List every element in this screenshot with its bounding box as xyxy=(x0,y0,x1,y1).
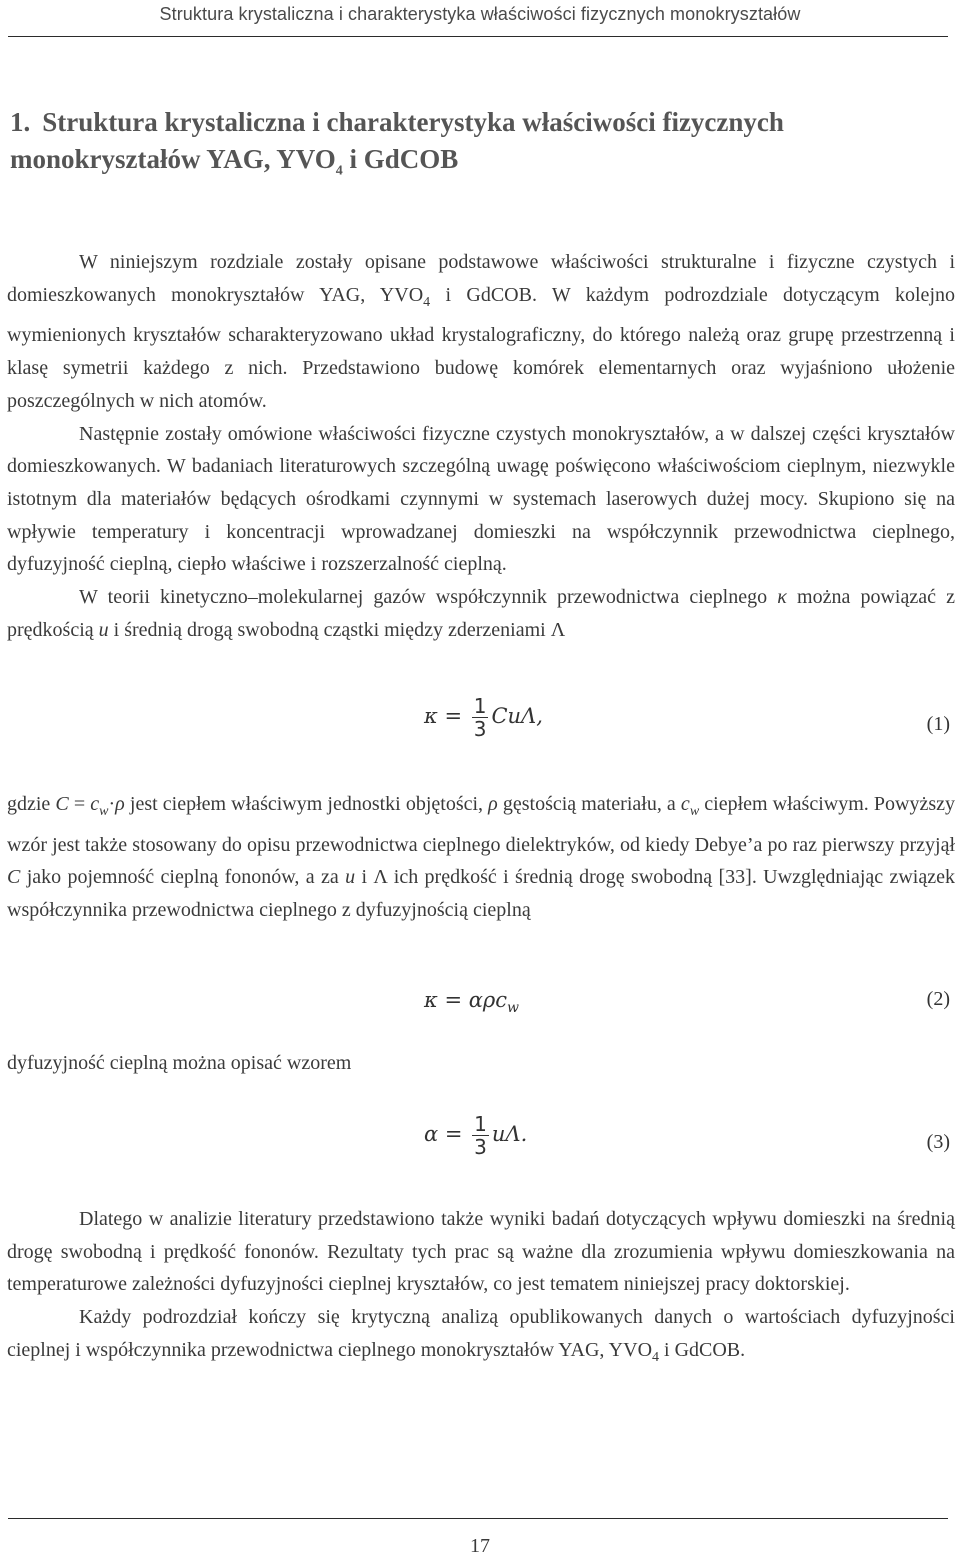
subscript-w: w xyxy=(507,1000,519,1017)
fraction-denominator: 3 xyxy=(474,1135,487,1159)
paragraph-text: gdzie xyxy=(7,793,56,815)
paragraph-physical-properties: Następnie zostały omówione właściwości fizyczne czystych monokryształów, a w dalszej części kryształów domieszkowanych. W badaniach literaturowych szczególną uwagę poświęcono właściwościom cieplnym, niezwykle istotnym dla materiałów będących ośrodkami czynnymi w systemach laserowych dużej mocy. Skupiono się na wpływie temperatury i koncentracji wprowadzanej domieszki na współczynnik przewodnictwa cieplnego, dyfuzyjność cieplną, ciepło właściwe i rozszerzalność cieplną. xyxy=(7,422,955,576)
paragraph-text: i GdCOB. xyxy=(659,1338,746,1361)
fraction-one-third xyxy=(472,695,489,740)
paragraph-text: jako pojemność cieplną fononów, a za xyxy=(20,866,346,889)
chapter-title-suffix: i GdCOB xyxy=(342,144,459,174)
equation-2-formula xyxy=(424,988,519,1016)
paragraph-text: i średnią drogą swobodną cząstki między zderzeniami Λ xyxy=(108,618,566,641)
symbol-c: c xyxy=(90,793,100,815)
equation-3-label: (3) xyxy=(926,1131,950,1153)
paragraph-text: jest ciepłem właściwym jednostki objętości, xyxy=(124,793,489,815)
subscript: 4 xyxy=(423,294,431,310)
paragraph-kinetic-theory xyxy=(7,581,955,646)
equation-lhs: α = xyxy=(424,1122,470,1146)
equation-2 xyxy=(0,988,960,1048)
running-header: Struktura krystaliczna i charakterystyka właściwości fizycznych monokryształów xyxy=(159,4,801,24)
paragraph-diffusivity-intro: dyfuzyjność cieplną można opisać wzorem xyxy=(7,1052,352,1074)
body-block-conclusion xyxy=(7,1203,955,1375)
paragraph-text: W teorii kinetyczno–molekularnej gazów współczynnik przewodnictwa cieplnego xyxy=(79,586,778,609)
body-block-definitions xyxy=(7,788,955,927)
equation-lhs: κ = αρc xyxy=(424,988,508,1012)
fraction-numerator: 1 xyxy=(473,694,487,718)
equation-2-label: (2) xyxy=(926,988,950,1010)
header-divider xyxy=(8,36,948,37)
paragraph-intro xyxy=(7,246,955,418)
paragraph-definitions xyxy=(7,788,955,927)
symbol-rho: ρ xyxy=(488,793,498,815)
fraction-one-third xyxy=(472,1113,489,1158)
body-block-intro xyxy=(7,246,955,646)
chapter-title xyxy=(10,104,910,189)
body-block-diffusivity xyxy=(7,1047,955,1080)
equation-3-formula xyxy=(424,1113,527,1158)
page-number: 17 xyxy=(470,1535,490,1557)
subscript-w: w xyxy=(689,804,700,819)
symbol-C: C xyxy=(55,793,69,815)
paragraph-text: gęstością materiału, a xyxy=(497,793,681,815)
equation-3 xyxy=(0,1113,960,1173)
chapter-title-prefix: monokryształów YAG, YVO xyxy=(10,144,336,174)
footer-divider xyxy=(8,1518,948,1519)
chapter-title-line-2 xyxy=(10,141,910,189)
paragraph-text: Każdy podrozdział kończy się krytyczną analizą opublikowanych danych o wartościach dyfuzyjności cieplnej i współczynnika przewodnictwa cieplnego monokryształów YAG, YVO xyxy=(7,1306,955,1361)
paragraph-critical-analysis xyxy=(7,1301,955,1374)
fraction-numerator: 1 xyxy=(474,1112,487,1136)
equation-1-formula xyxy=(424,695,543,740)
symbol-equals: = xyxy=(68,793,91,815)
paragraph-literature-analysis: Dlatego w analizie literatury przedstawiono także wyniki badań dotyczących wpływu domieszki na średnią drogę swobodną i prędkość fononów. Rezultaty tych prac są ważne dla zrozumienia wpływu domieszkowania na temperaturowe zależności dyfuzyjności cieplnej kryształów, co jest tematem niniejszej pracy doktorskiej. xyxy=(7,1208,955,1296)
chapter-title-text: Struktura krystaliczna i charakterystyka właściwości fizycznych xyxy=(42,107,784,137)
chapter-title-line-1 xyxy=(10,104,910,141)
symbol-rho: ρ xyxy=(115,793,125,815)
symbol-u: u xyxy=(345,866,356,889)
equation-rhs: uΛ. xyxy=(491,1122,528,1146)
symbol-u: u xyxy=(98,618,109,641)
symbol-kappa: κ xyxy=(777,586,787,609)
fraction-denominator: 3 xyxy=(473,717,487,741)
equation-1 xyxy=(0,695,960,755)
subscript: 4 xyxy=(652,1349,660,1365)
paragraph-text: i Λ ich prędkość i średnią drogę swobodną [33]. Uwzględniając związek współczynnika przewodnictwa cieplnego z dyfuzyjnością cieplną xyxy=(7,866,955,922)
chapter-number: 1. xyxy=(10,107,31,137)
paragraph-text: i GdCOB. W każdym podrozdziale dotyczącym kolejno wymienionych kryształów scharakteryzowano układ krystalograficzny, do którego należą oraz grupę przestrzenną i klasę symetrii każdego z nich. Przedstawiono budowę komórek elementarnych oraz wyjaśniono ułożenie poszczególnych w nich atomów. xyxy=(7,283,955,412)
symbol-c: c xyxy=(680,793,690,815)
equation-1-label: (1) xyxy=(926,713,950,735)
chapter-title-subscript: 4 xyxy=(335,163,343,179)
paragraph-text: można powiązać z prędkością xyxy=(7,586,956,641)
subscript-w: w xyxy=(99,804,109,819)
equation-rhs: CuΛ, xyxy=(491,704,543,728)
paragraph-text: ciepłem właściwym. Powyższy wzór jest także stosowany do opisu przewodnictwa cieplnego dielektryków, od kiedy Debye’a po raz pierwszy przyjął xyxy=(7,793,955,856)
equation-lhs: κ = xyxy=(424,704,469,728)
symbol-dot: · xyxy=(108,793,116,815)
symbol-C: C xyxy=(7,866,21,889)
paragraph-text: W niniejszym rozdziale zostały opisane podstawowe właściwości strukturalne i fizyczne czystych i domieszkowanych monokryształów YAG, YVO xyxy=(7,251,955,306)
